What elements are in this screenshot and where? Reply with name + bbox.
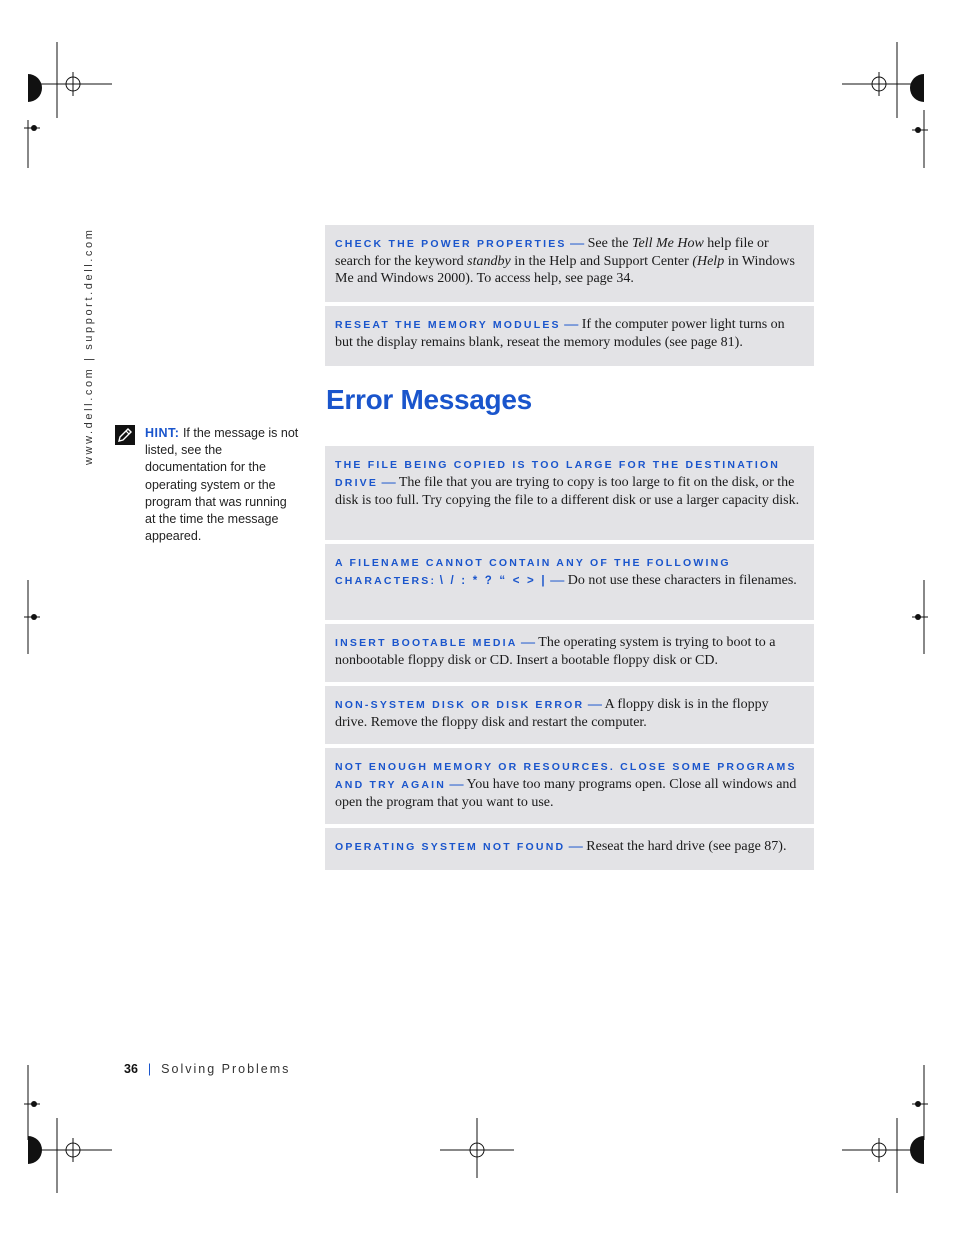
footer-separator: | xyxy=(147,1062,152,1076)
tip-check-power-properties: CHECK THE POWER PROPERTIES — See the Tell Me How help file or search for the keyword standby in the Help and Support Center (Help in Windows Me and Windows 2000). To access help, see page 34. xyxy=(325,225,814,302)
error-file-too-large: THE FILE BEING COPIED IS TOO LARGE FOR THE DESTINATION DRIVE — The file that you are trying to copy is too large to fit on the disk, or the disk is too full. Try copying the file to a different disk or use a larger capacity disk. xyxy=(325,446,814,540)
side-url-text: www.dell.com | support.dell.com xyxy=(83,227,95,465)
footer-section: Solving Problems xyxy=(161,1062,291,1076)
error-non-system-disk: NON-SYSTEM DISK OR DISK ERROR — A floppy disk is in the floppy drive. Remove the floppy disk and restart the computer. xyxy=(325,686,814,744)
error-heading: NOT ENOUGH MEMORY OR RESOURCES. CLOSE SOME PROGRAMS AND TRY AGAIN xyxy=(335,761,797,792)
error-heading: OPERATING SYSTEM NOT FOUND xyxy=(335,841,566,853)
hint-label: HINT: xyxy=(145,426,180,440)
page-number: 36 xyxy=(124,1062,138,1076)
side-url xyxy=(83,225,103,465)
tip-heading: CHECK THE POWER PROPERTIES xyxy=(335,238,567,250)
error-not-enough-memory: NOT ENOUGH MEMORY OR RESOURCES. CLOSE SOME PROGRAMS AND TRY AGAIN — You have too many programs open. Close all windows and open the program that you want to use. xyxy=(325,748,814,824)
error-invalid-filename: A FILENAME CANNOT CONTAIN ANY OF THE FOLLOWING CHARACTERS: \ / : * ? “ < > | — Do not use these characters in filenames. xyxy=(325,544,814,620)
error-heading: NON-SYSTEM DISK OR DISK ERROR xyxy=(335,699,585,711)
section-title: Error Messages xyxy=(326,384,532,415)
error-insert-bootable-media: INSERT BOOTABLE MEDIA — The operating system is trying to boot to a nonbootable floppy disk or CD. Insert a bootable floppy disk or CD. xyxy=(325,624,814,682)
error-os-not-found: OPERATING SYSTEM NOT FOUND — Reseat the hard drive (see page 87). xyxy=(325,828,814,870)
pencil-note-icon xyxy=(115,425,135,445)
tip-reseat-memory: RESEAT THE MEMORY MODULES — If the computer power light turns on but the display remains blank, reseat the memory modules (see page 81). xyxy=(325,306,814,366)
error-heading: THE FILE BEING COPIED IS TOO LARGE FOR THE DESTINATION DRIVE xyxy=(335,459,781,490)
invalid-characters: \ / : * ? “ < > | xyxy=(439,575,547,588)
hint-text xyxy=(145,425,300,545)
error-heading: A FILENAME CANNOT CONTAIN ANY OF THE FOLLOWING CHARACTERS: xyxy=(335,557,731,588)
error-heading: INSERT BOOTABLE MEDIA xyxy=(335,637,518,649)
hint-body: If the message is not listed, see the documentation for the operating system or the program that was running at the time the message appeared. xyxy=(145,426,299,544)
tip-heading: RESEAT THE MEMORY MODULES xyxy=(335,319,561,331)
page-footer xyxy=(124,1062,290,1076)
